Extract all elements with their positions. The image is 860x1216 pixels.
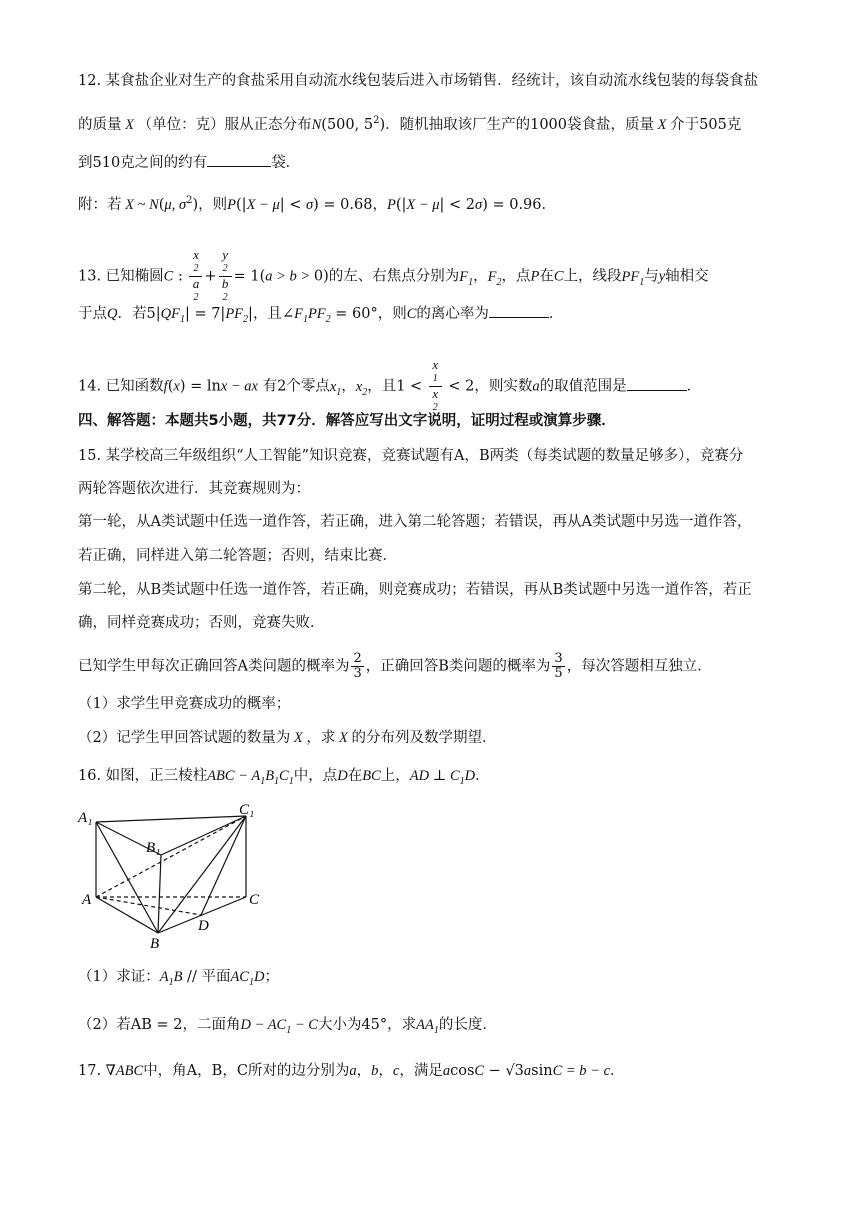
q12-line3: 到510克之间的约有 袋． <box>78 155 301 171</box>
label-B1: B₁ <box>146 840 161 856</box>
q16-part2: （2）若AB = 2，二面角$D - AC_1 - C$大小为45°，求$AA_1$的长度． <box>78 1017 497 1036</box>
q15-part1: （1）求学生甲竞赛成功的概率； <box>78 696 291 712</box>
label-D: D <box>198 918 209 934</box>
q13-line1: 13. 已知椭圆C : x 2 a 2 + y 2 b 2 = 1(a > b > 0)的左、右焦点分别为$F_1$，$F_2$，点P在C上，线段$PF_1$与y轴相交 <box>78 247 709 303</box>
q12-line2: 的质量 X （单位：克）服从正态分布N(500, $5^2$)．随机抽取该厂生产的1000袋食盐，质量 X 介于505克 <box>78 115 742 133</box>
q15-line1: 15. 某学校高三年级组织“人工智能”知识竞赛，竞赛试题有A，B两类（每类试题的数量足够多），竞赛分 <box>78 448 744 464</box>
q13-line2: 于点Q．若$5|QF_1| = 7|PF_2|$，且$\angle F_1PF_2 = 60^\circ$，则C的离心率为 ． <box>78 306 564 325</box>
q15-line6: 确，同样竞赛成功；否则，竞赛失败． <box>78 615 325 631</box>
q15-line7: 已知学生甲每次正确回答A类问题的概率为 $\frac{2}{3}$ ，正确回答B类问题的概率为 $\frac{3}{5}$ ，每次答题相互独立． <box>78 651 712 681</box>
q16-line1: 16. 如图，正三棱柱ABC − $A_1B_1C_1$中，点D在BC上，AD ⊥ $C_1D$． <box>78 768 490 787</box>
q15-line3: 第一轮，从A类试题中任选一道作答，若正确，进入第二轮答题；若错误，再从A类试题中另选一道作答， <box>78 514 752 530</box>
q12-line1: 12. 某食盐企业对生产的食盐采用自动流水线包装后进入市场销售．经统计，该自动流水线包装的每袋食盐 <box>78 73 759 89</box>
q15-line4: 若正确，同样进入第二轮答题；否则，结束比赛． <box>78 548 397 564</box>
q17-line1: 17. ∇ABC中，角A，B，C所对的边分别为a，b，c，满足acosC − √3asinC = b − c． <box>78 1063 625 1079</box>
label-C: C <box>249 892 260 908</box>
prism-figure <box>76 800 276 950</box>
q12-line4: 附：若 X ~ N(μ, $\sigma^2$)，则P(|X − μ| < σ) = 0.68，P(|X − μ| < 2σ) = 0.96． <box>78 195 556 213</box>
label-B: B <box>150 936 160 950</box>
answer-blank[interactable] <box>489 305 549 318</box>
answer-blank[interactable] <box>207 154 271 167</box>
q15-line5: 第二轮，从B类试题中任选一道作答，若正确，则竞赛成功；若错误，再从B类试题中另选一道作答，若正 <box>78 582 752 598</box>
q16-part1: （1）求证：$A_1B$ // 平面$AC_1D$； <box>78 969 279 988</box>
section-heading: 四、解答题：本题共5小题，共77分．解答应写出文字说明，证明过程或演算步骤． <box>78 413 616 429</box>
q15-part2: （2）记学生甲回答试题的数量为 X ，求 X 的分布列及数学期望． <box>78 730 497 746</box>
q14-line1: 14. 已知函数f(x) = lnx − ax 有2个零点$x_1$，$x_2$，且1 < x 1 x 2 < 2，则实数a的取值范围是 ． <box>78 357 702 413</box>
label-C1: C₁ <box>239 802 255 818</box>
label-A1: A₁ <box>78 810 93 826</box>
answer-blank[interactable] <box>627 378 687 391</box>
q15-line2: 两轮答题依次进行．其竞赛规则为： <box>78 481 310 497</box>
label-A: A <box>82 892 92 908</box>
